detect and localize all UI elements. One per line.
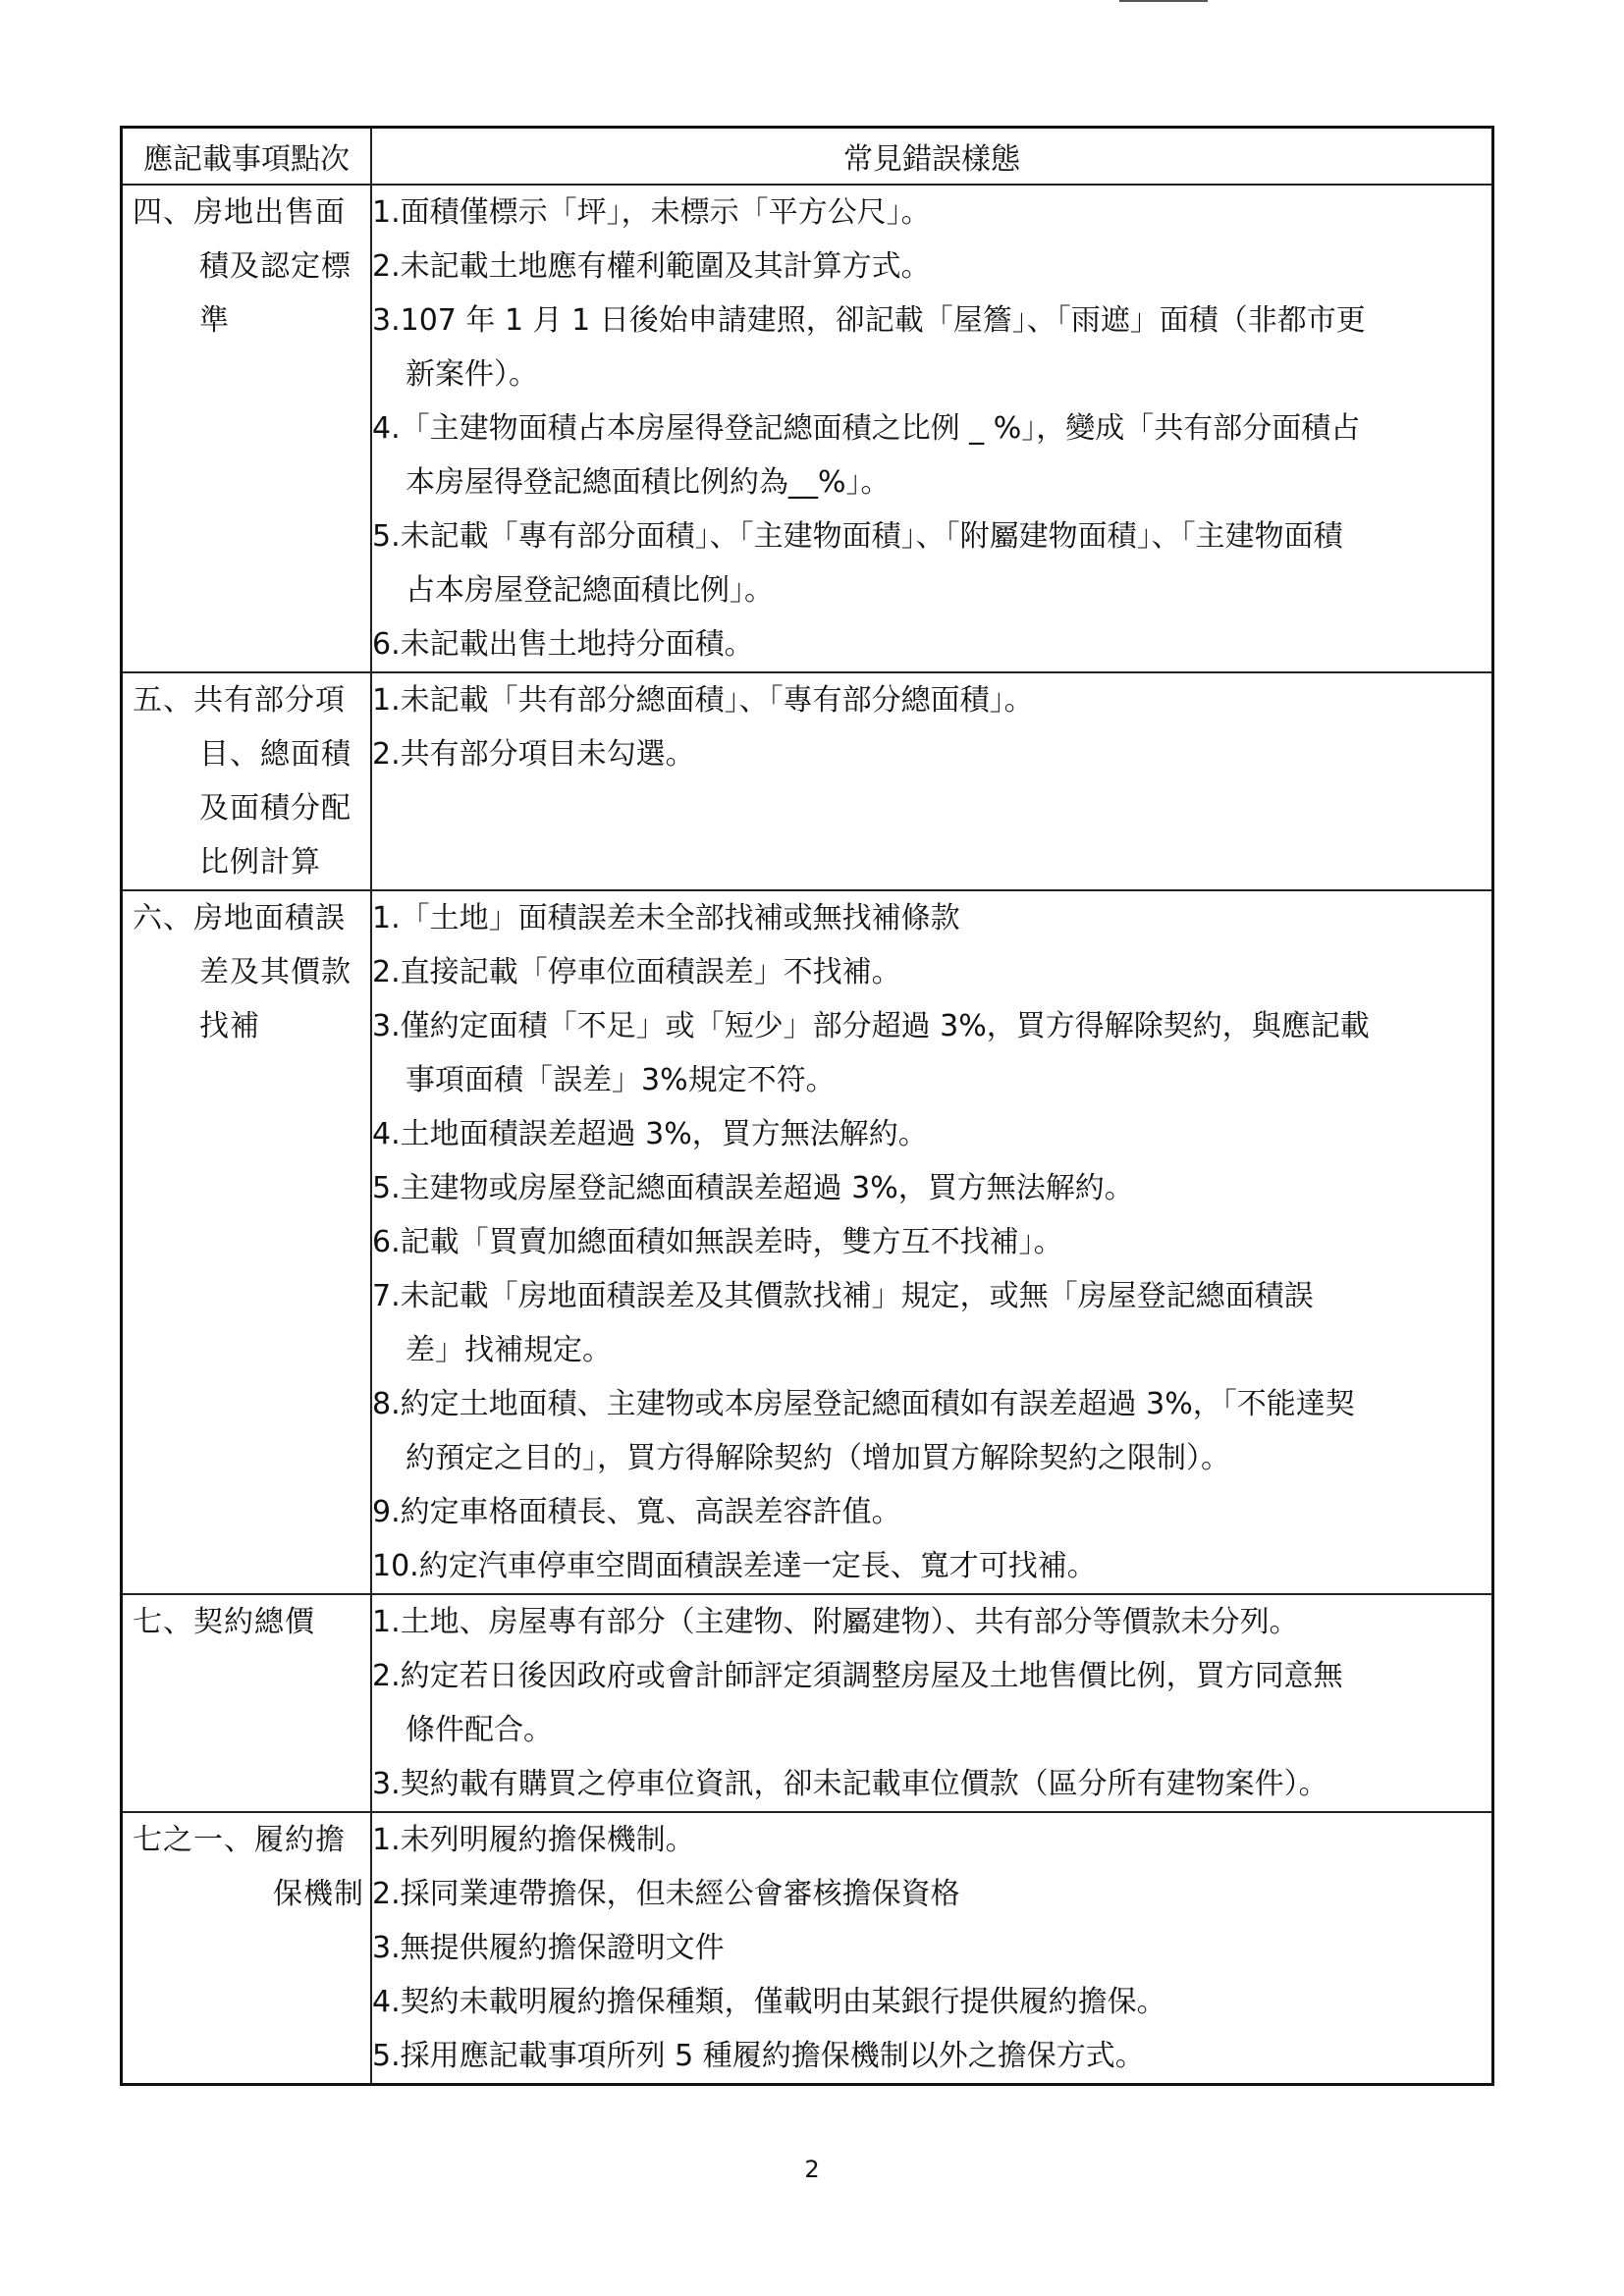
list-item [372,2029,1491,2083]
table-row [122,672,1493,890]
error-text-line: 2.約定若日後因政府或會計師評定須調整房屋及土地售價比例，買方同意無 [372,1659,1343,1693]
list-item [372,240,1491,294]
error-text-line: 本房屋得登記總面積比例約為__%」。 [406,465,891,500]
error-text-line: 6.記載「買賣加總面積如無誤差時，雙方互不找補」。 [372,1225,1063,1259]
error-patterns-cell [371,185,1493,672]
item-number-cell [122,890,372,1594]
list-item [372,1867,1491,1921]
error-patterns-cell [371,672,1493,890]
item-number-cell [122,1594,372,1812]
error-text-line: 3.契約載有購買之停車位資訊，卻未記載車位價款（區分所有建物案件）。 [372,1767,1328,1801]
error-text-line: 5.主建物或房屋登記總面積誤差超過 3%，買方無法解約。 [372,1171,1134,1205]
error-text-line: 3.僅約定面積「不足」或「短少」部分超過 3%，買方得解除契約，與應記載 [372,1009,1370,1043]
table-row [122,1594,1493,1812]
error-text-line: 1.面積僅標示「坪」，未標示「平方公尺」。 [372,195,931,230]
list-item [372,1269,1491,1377]
item-label-line: 七之一、履約擔 [133,1823,346,1857]
list-item [372,673,1491,727]
error-text-line: 1.未記載「共有部分總面積」、「專有部分總面積」。 [372,683,1034,718]
list-item [372,1649,1491,1757]
list-item [372,727,1491,781]
error-text-line: 3.107 年 1 月 1 日後始申請建照，卻記載「屋簷」、「雨遮」面積（非都市更 [372,303,1366,338]
error-text-line: 8.約定土地面積、主建物或本房屋登記總面積如有誤差超過 3%，「不能達契 [372,1387,1355,1421]
error-text-line: 4.契約未載明履約擔保種類，僅載明由某銀行提供履約擔保。 [372,1985,1166,2019]
list-item [372,1107,1491,1161]
list-item [372,1377,1491,1485]
scan-artifact-line [1119,0,1208,2]
list-item [372,617,1491,671]
error-text-line: 差」找補規定。 [406,1333,612,1367]
error-text-line: 7.未記載「房地面積誤差及其價款找補」規定，或無「房屋登記總面積誤 [372,1279,1314,1313]
list-item [372,294,1491,401]
page-number: 2 [804,2156,820,2183]
error-text-line: 占本房屋登記總面積比例」。 [406,573,774,608]
error-text-line: 事項面積「誤差」3%規定不符。 [406,1063,836,1097]
table-body [122,185,1493,2085]
list-item [372,1813,1491,1867]
item-label-line: 目、總面積 [199,737,352,772]
error-text-line: 1.未列明履約擔保機制。 [372,1823,695,1857]
item-number-cell [122,672,372,890]
error-patterns-cell [371,890,1493,1594]
list-item [372,401,1491,509]
item-number-cell [122,1812,372,2085]
item-label-line: 六、房地面積誤 [133,901,346,935]
header-item-number: 應記載事項點次 [122,128,372,186]
error-patterns-cell [371,1594,1493,1812]
error-patterns-cell [371,1812,1493,2085]
error-text-line: 條件配合。 [406,1713,553,1747]
list-item [372,945,1491,999]
table-row [122,185,1493,672]
list-item [372,1485,1491,1539]
list-item [372,1161,1491,1215]
list-item [372,186,1491,240]
error-text-line: 10.約定汽車停車空間面積誤差達一定長、寬才可找補。 [372,1549,1097,1583]
error-text-line: 5.未記載「專有部分面積」、「主建物面積」、「附屬建物面積」、「主建物面積 [372,519,1343,554]
error-text-line: 2.未記載土地應有權利範圍及其計算方式。 [372,249,931,284]
item-label-line: 保機制 [273,1877,364,1911]
item-label-line: 比例計算 [199,845,321,880]
header-error-patterns: 常見錯誤樣態 [371,128,1493,186]
item-label-line: 七、契約總價 [133,1605,315,1639]
list-item [372,1757,1491,1811]
list-item [372,1975,1491,2029]
table-row [122,1812,1493,2085]
list-item [372,891,1491,945]
error-text-line: 9.約定車格面積長、寬、高誤差容許值。 [372,1495,901,1529]
error-text-line: 4.土地面積誤差超過 3%，買方無法解約。 [372,1117,928,1151]
error-text-line: 5.採用應記載事項所列 5 種履約擔保機制以外之擔保方式。 [372,2039,1145,2073]
list-item [372,1595,1491,1649]
error-text-line: 1.土地、房屋專有部分（主建物、附屬建物）、共有部分等價款未分列。 [372,1605,1299,1639]
error-text-line: 6.未記載出售土地持分面積。 [372,627,754,662]
error-patterns-table [120,126,1494,2086]
table-row [122,890,1493,1594]
list-item [372,999,1491,1107]
item-label-line: 差及其價款 [199,955,352,989]
error-text-line: 2.共有部分項目未勾選。 [372,737,695,772]
item-label-line: 積及認定標 [199,249,352,284]
error-text-line: 2.採同業連帶擔保，但未經公會審核擔保資格 [372,1877,960,1911]
item-label-line: 準 [199,303,230,338]
list-item [372,509,1491,617]
error-text-line: 1.「土地」面積誤差未全部找補或無找補條款 [372,901,960,935]
error-text-line: 2.直接記載「停車位面積誤差」不找補。 [372,955,901,989]
error-text-line: 約預定之目的」，買方得解除契約（增加買方解除契約之限制）。 [406,1441,1230,1475]
error-text-line: 新案件）。 [406,357,538,392]
item-label-line: 五、共有部分項 [133,683,346,718]
error-text-line: 4.「主建物面積占本房屋得登記總面積之比例 _ %」，變成「共有部分面積占 [372,411,1361,446]
item-label-line: 四、房地出售面 [133,195,346,230]
item-label-line: 找補 [199,1009,260,1043]
list-item [372,1215,1491,1269]
table-header-row [122,128,1493,186]
error-text-line: 3.無提供履約擔保證明文件 [372,1931,725,1965]
list-item [372,1539,1491,1593]
item-label-line: 及面積分配 [199,791,352,826]
list-item [372,1921,1491,1975]
item-number-cell [122,185,372,672]
